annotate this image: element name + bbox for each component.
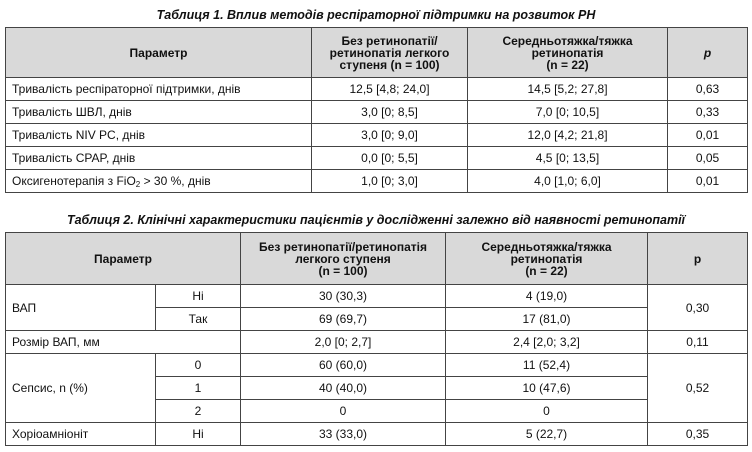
group2-value: 0	[446, 400, 648, 423]
table1-header-p: p	[668, 28, 748, 78]
sepsis-label: Сепсис, n (%)	[6, 354, 156, 423]
row-label-part: Оксигенотерапія з FiO	[12, 174, 136, 188]
vap-size-label: Розмір ВАП, мм	[6, 331, 241, 354]
row-label: Тривалість респіраторної підтримки, днів	[6, 78, 312, 101]
group2-value: 5 (22,7)	[446, 423, 648, 446]
p-value: 0,52	[648, 354, 748, 423]
group2-value: 12,0 [4,2; 21,8]	[468, 124, 668, 147]
table2-header-group2	[446, 233, 648, 285]
group2-value: 2,4 [2,0; 3,2]	[446, 331, 648, 354]
table2-header-group2-line: Середньотяжка/тяжка	[481, 239, 612, 254]
row-label	[6, 170, 312, 193]
group1-value: 2,0 [0; 2,7]	[241, 331, 446, 354]
group1-value: 69 (69,7)	[241, 308, 446, 331]
table2-header-group1-line: (n = 100)	[318, 263, 368, 278]
group2-value: 17 (81,0)	[446, 308, 648, 331]
p-value: 0,11	[648, 331, 748, 354]
table-row	[6, 285, 748, 308]
p-value: 0,01	[668, 124, 748, 147]
table-row	[6, 331, 748, 354]
row-label-part: > 30 %, днів	[140, 174, 211, 188]
table2	[5, 232, 748, 446]
table2-header-group2-line: ретинопатія	[510, 251, 583, 266]
group1-value: 30 (30,3)	[241, 285, 446, 308]
p-value: 0,63	[668, 78, 748, 101]
group1-value: 12,5 [4,8; 24,0]	[312, 78, 468, 101]
table1-header-group1	[312, 28, 468, 78]
table1-header-group2-line: (n = 22)	[546, 57, 589, 72]
subgroup-label: Ні	[156, 285, 241, 308]
subgroup-label: 0	[156, 354, 241, 377]
group1-value: 60 (60,0)	[241, 354, 446, 377]
chorio-label: Хоріоамніоніт	[6, 423, 156, 446]
table-row	[6, 124, 748, 147]
p-value: 0,01	[668, 170, 748, 193]
table1	[5, 27, 748, 193]
table1-caption: Таблиця 1. Вплив методів респіраторної підтримки на розвиток РН	[156, 8, 596, 22]
table2-header-group1	[241, 233, 446, 285]
p-value: 0,05	[668, 147, 748, 170]
table1-header-row	[6, 28, 748, 78]
table-row	[6, 78, 748, 101]
table1-header-group2-line: Середньотяжка/тяжка	[502, 33, 633, 48]
group2-value: 4,5 [0; 13,5]	[468, 147, 668, 170]
group1-value: 0	[241, 400, 446, 423]
table2-header-group1-line: легкого ступеня	[295, 251, 391, 266]
group1-value: 0,0 [0; 5,5]	[312, 147, 468, 170]
table-row	[6, 354, 748, 377]
table2-header-param: Параметр	[6, 233, 241, 285]
subgroup-label: 1	[156, 377, 241, 400]
group2-value: 11 (52,4)	[446, 354, 648, 377]
table1-header-group1-line: ступеня (n = 100)	[339, 57, 440, 72]
table-row	[6, 423, 748, 446]
table1-header-group2	[468, 28, 668, 78]
table1-header-group1-line: Без ретинопатії/	[341, 33, 438, 48]
table2-header-group2-line: (n = 22)	[525, 263, 568, 278]
group1-value: 1,0 [0; 3,0]	[312, 170, 468, 193]
table2-header-p: p	[648, 233, 748, 285]
table-row	[6, 101, 748, 124]
group1-value: 3,0 [0; 9,0]	[312, 124, 468, 147]
row-label-subscript: 2	[135, 180, 141, 189]
table1-header-param: Параметр	[6, 28, 312, 78]
subgroup-label: Так	[156, 308, 241, 331]
p-value: 0,33	[668, 101, 748, 124]
subgroup-label: Ні	[156, 423, 241, 446]
table2-caption: Таблиця 2. Клінічні характеристики пацієнтів у дослідженні залежно від наявності ретинопатії	[66, 213, 686, 227]
group1-value: 3,0 [0; 8,5]	[312, 101, 468, 124]
table2-header-group1-line: Без ретинопатії/ретинопатія	[259, 239, 427, 254]
group2-value: 4 (19,0)	[446, 285, 648, 308]
group2-value: 14,5 [5,2; 27,8]	[468, 78, 668, 101]
group1-value: 33 (33,0)	[241, 423, 446, 446]
group2-value: 7,0 [0; 10,5]	[468, 101, 668, 124]
table-row	[6, 147, 748, 170]
table1-header-group1-line: ретинопатія легкого	[329, 45, 450, 60]
table1-header-group2-line: ретинопатія	[531, 45, 604, 60]
row-label: Тривалість ШВЛ, днів	[6, 101, 312, 124]
group2-value: 4,0 [1,0; 6,0]	[468, 170, 668, 193]
p-value: 0,35	[648, 423, 748, 446]
subgroup-label: 2	[156, 400, 241, 423]
row-label: Тривалість CPAP, днів	[6, 147, 312, 170]
p-value: 0,30	[648, 285, 748, 331]
table2-header-row	[6, 233, 748, 285]
group1-value: 40 (40,0)	[241, 377, 446, 400]
group2-value: 10 (47,6)	[446, 377, 648, 400]
table-row	[6, 170, 748, 193]
vap-label: ВАП	[6, 285, 156, 331]
row-label: Тривалість NIV PC, днів	[6, 124, 312, 147]
